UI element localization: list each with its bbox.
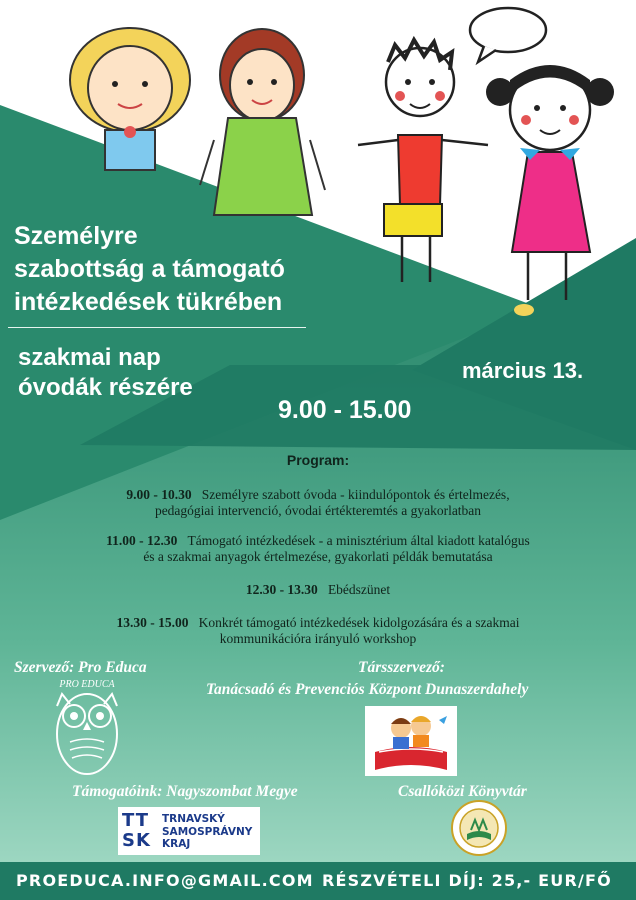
program-item-time: 13.30 - 15.00 (116, 615, 189, 630)
program-item (10, 487, 626, 519)
organizer-label: Szervező: Pro Educa (14, 659, 147, 676)
kids-reading-icon (365, 706, 457, 776)
participation-fee: RÉSZVÉTELI DÍJ: 25,- EUR/FŐ (322, 871, 612, 890)
co-organizer-label: Társszervező: (358, 659, 445, 676)
library-logo (451, 800, 507, 856)
event-date: március 13. (462, 358, 584, 383)
program-item (10, 582, 626, 598)
ttsk-letters-top: TT (122, 810, 149, 831)
program-item-line2: pedagógiai intervenció, óvodai értékteremtés a gyakorlatban (154, 503, 482, 518)
program-item-line2: kommunikációra irányuló workshop (219, 631, 417, 646)
prevention-center-logo (365, 706, 457, 776)
supporter-second: Csallóközi Könyvtár (398, 783, 527, 800)
title-divider (8, 327, 306, 328)
program-item (10, 533, 626, 565)
ttsk-logo (118, 807, 260, 855)
ttsk-mark (122, 811, 158, 851)
co-organizer-name: Tanácsadó és Prevenciós Központ Dunaszerdahely (206, 681, 529, 698)
pro-educa-logo (42, 676, 132, 780)
ttsk-line-2: SAMOSPRÁVNY (162, 825, 253, 838)
program-item-time: 12.30 - 13.30 (245, 582, 318, 597)
program-item (10, 615, 626, 647)
owl-icon (42, 676, 132, 780)
subtitle-line-2: óvodák részére (18, 374, 193, 401)
event-subtitle (18, 343, 278, 403)
program-item-line1: Ebédszünet (327, 582, 391, 597)
program-item-line2: és a szakmai anyagok értelmezése, gyakorlati példák bemutatása (143, 549, 493, 564)
ttsk-letters-bottom: SK (122, 830, 151, 851)
footer-bar (0, 862, 636, 900)
program-item-line1: Támogató intézkedések - a minisztérium által kiadott katalógus (187, 533, 530, 548)
library-emblem-icon (451, 800, 507, 856)
owl-logo-text: PRO EDUCA (59, 679, 115, 690)
title-line-3: intézkedések tükrében (14, 288, 283, 316)
event-time: 9.00 - 15.00 (278, 396, 412, 424)
program-item-line1: Személyre szabott óvoda - kiindulópontok és értelmezés, (201, 487, 510, 502)
title-line-2: szabottság a támogató (14, 255, 285, 283)
ttsk-text (162, 813, 252, 851)
subtitle-line-1: szakmai nap (18, 344, 161, 371)
program-heading: Program: (286, 452, 350, 468)
title-line-1: Személyre (14, 222, 138, 250)
ttsk-line-1: TRNAVSKÝ (162, 813, 225, 825)
supporters-label: Támogatóink: Nagyszombat Megye (72, 783, 298, 800)
event-title (14, 220, 374, 319)
program-item-line1: Konkrét támogató intézkedések kidolgozására és a szakmai (198, 615, 520, 630)
contact-email[interactable]: PROEDUCA.INFO@GMAIL.COM (16, 871, 314, 890)
ttsk-line-3: KRAJ (162, 838, 191, 850)
program-item-time: 9.00 - 10.30 (126, 487, 192, 502)
program-item-time: 11.00 - 12.30 (106, 533, 178, 548)
